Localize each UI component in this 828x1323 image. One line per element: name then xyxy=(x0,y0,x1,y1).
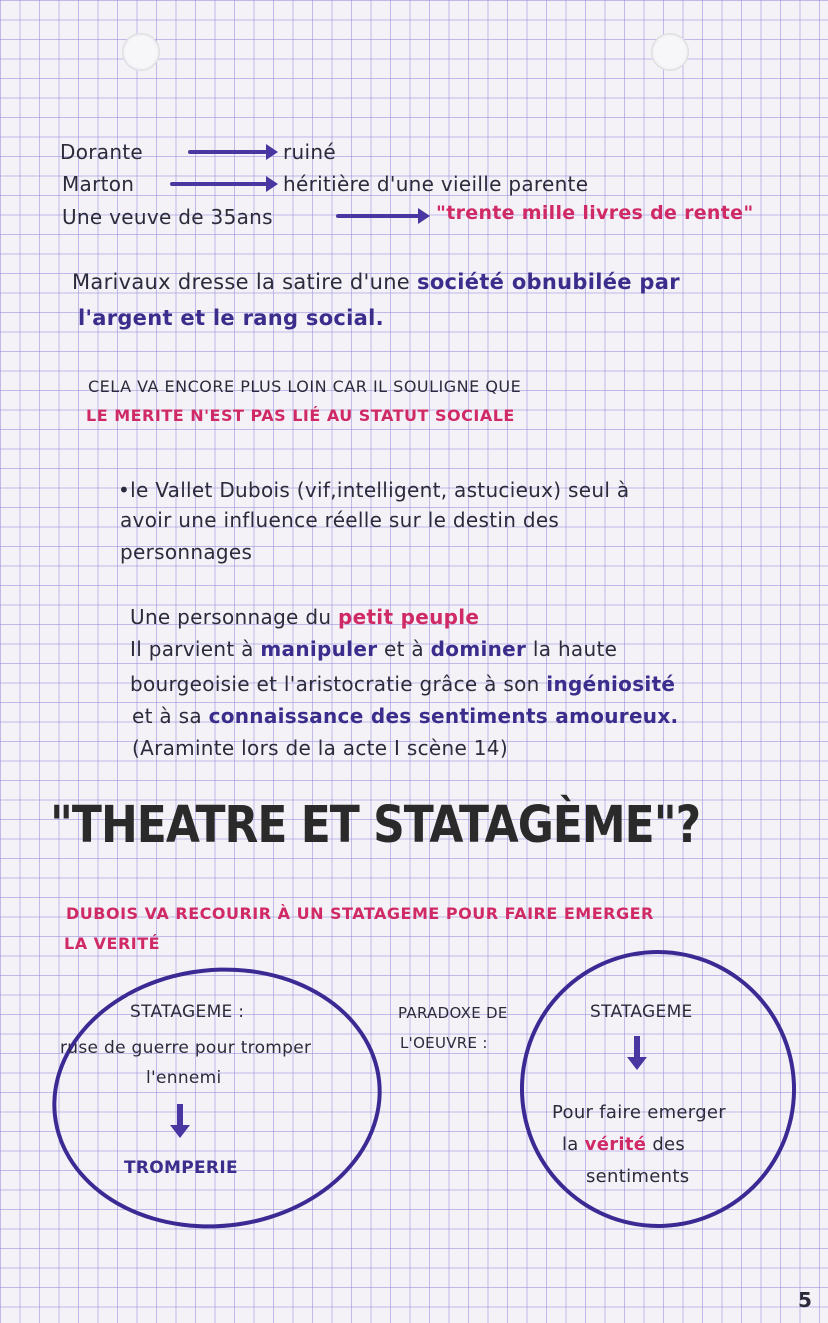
paradoxe-line1: PARADOXE DE xyxy=(398,1004,508,1022)
right-circle-l2-a: la xyxy=(562,1134,579,1155)
peuple-l3-b: ingéniosité xyxy=(546,672,676,696)
satire-line1 xyxy=(72,270,680,294)
arrow-marton xyxy=(170,182,268,186)
peuple-line1 xyxy=(130,605,479,629)
dubois-line3: personnages xyxy=(120,540,253,564)
satire-text-b: société obnubilée par xyxy=(417,270,680,294)
peuple-l2-b: manipuler xyxy=(260,637,378,661)
left-circle-title: STATAGEME : xyxy=(130,1002,245,1022)
peuple-l2-e: la haute xyxy=(532,637,618,661)
peuple-l2-a: Il parvient à xyxy=(130,637,254,661)
peuple-l1-a: Une personnage du xyxy=(130,605,332,629)
right-circle-l2-b: vérité xyxy=(584,1134,647,1155)
left-circle xyxy=(39,951,394,1244)
veuve-label: Une veuve de 35ans xyxy=(62,205,273,229)
peuple-line5: (Araminte lors de la acte I scène 14) xyxy=(132,736,508,760)
peuple-l1-b: petit peuple xyxy=(337,605,480,629)
merite-line1: CELA VA ENCORE PLUS LOIN CAR IL SOULIGNE QUE xyxy=(88,377,522,396)
right-circle xyxy=(502,932,814,1246)
trente-mille-label: "trente mille livres de rente" xyxy=(436,202,754,224)
right-circle-l2 xyxy=(562,1134,685,1155)
punch-hole-right xyxy=(651,33,689,71)
satire-text-a: Marivaux dresse la satire d'une xyxy=(72,270,411,294)
peuple-l2-c: et à xyxy=(384,637,424,661)
paradoxe-line2: L'OEUVRE : xyxy=(400,1034,488,1052)
right-circle-l1: Pour faire emerger xyxy=(552,1102,726,1123)
right-circle-l2-c: des xyxy=(652,1134,686,1155)
marton-label: Marton xyxy=(62,172,135,196)
page-number: 5 xyxy=(798,1288,813,1312)
peuple-line4 xyxy=(132,704,678,728)
left-circle-def2: l'ennemi xyxy=(146,1068,222,1088)
peuple-l4-a: et à sa xyxy=(132,704,202,728)
left-circle-arrow xyxy=(177,1104,183,1126)
dubois-line2: avoir une influence réelle sur le destin des xyxy=(120,508,560,532)
punch-hole-left xyxy=(122,33,160,71)
ruine-label: ruiné xyxy=(283,140,336,164)
right-circle-arrow xyxy=(634,1036,640,1058)
dubois-line1: •le Vallet Dubois (vif,intelligent, astucieux) seul à xyxy=(118,478,630,502)
peuple-line3 xyxy=(130,672,675,696)
peuple-l3-a: bourgeoisie et l'aristocratie grâce à son xyxy=(130,672,540,696)
peuple-l2-d: dominer xyxy=(430,637,527,661)
peuple-line2 xyxy=(130,637,617,661)
recourir-line2: LA VERITÉ xyxy=(64,934,161,953)
section-title: "THEATRE ET STATAGÈME"? xyxy=(50,796,701,855)
recourir-line1: DUBOIS VA RECOURIR À UN STATAGEME POUR FAIRE EMERGER xyxy=(66,904,654,923)
right-circle-title: STATAGEME xyxy=(590,1002,693,1022)
arrow-dorante xyxy=(188,150,268,154)
satire-line2: l'argent et le rang social. xyxy=(78,306,384,330)
merite-line2: LE MERITE N'EST PAS LIÉ AU STATUT SOCIALE xyxy=(86,406,515,425)
dorante-label: Dorante xyxy=(60,140,144,164)
arrow-veuve xyxy=(336,214,420,218)
right-circle-l3: sentiments xyxy=(586,1166,690,1187)
left-circle-result: TROMPERIE xyxy=(124,1158,238,1178)
peuple-l4-b: connaissance des sentiments amoureux. xyxy=(208,704,679,728)
heritiere-label: héritière d'une vieille parente xyxy=(283,172,589,196)
left-circle-def1: ruse de guerre pour tromper xyxy=(60,1038,312,1058)
